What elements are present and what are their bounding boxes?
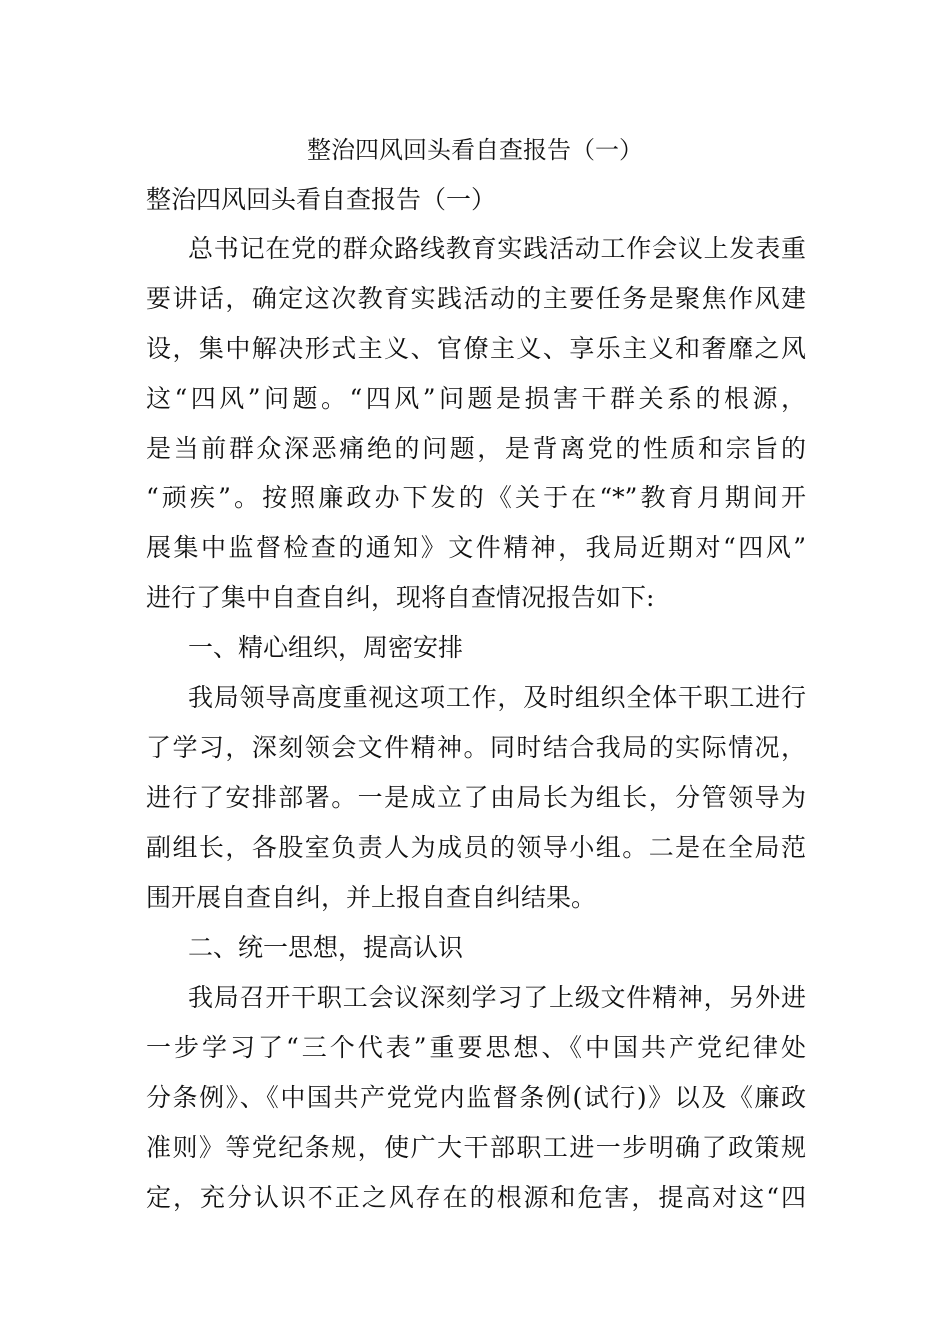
paragraph-line: 要讲话，确定这次教育实践活动的主要任务是聚焦作风建 [146,284,806,313]
paragraph-line: 这“四风”问题。“四风”问题是损害干群关系的根源， [146,384,806,413]
section-heading: 一、精心组织，周密安排 [188,633,464,662]
paragraph-line: 我局领导高度重视这项工作，及时组织全体干职工进行 [188,683,806,712]
paragraph-line: 定，充分认识不正之风存在的根源和危害，提高对这“四 [146,1183,806,1212]
paragraph-line: 总书记在党的群众路线教育实践活动工作会议上发表重 [188,234,806,263]
document-title: 整治四风回头看自查报告（一） [307,136,643,164]
paragraph-line: 一步学习了“三个代表”重要思想、《中国共产党纪律处 [146,1033,806,1062]
paragraph-line: 分条例》、《中国共产党党内监督条例(试行)》以及《廉政 [146,1083,806,1112]
section-heading: 二、统一思想，提高认识 [188,933,464,962]
paragraph-line: 展集中监督检查的通知》文件精神，我局近期对“四风” [146,533,806,562]
paragraph-line: 进行了安排部署。一是成立了由局长为组长，分管领导为 [146,783,806,812]
paragraph-line: 我局召开干职工会议深刻学习了上级文件精神，另外进 [188,983,806,1012]
subtitle-line: 整治四风回头看自查报告（一） [146,185,497,214]
paragraph-line: 进行了集中自查自纠，现将自查情况报告如下: [146,583,655,612]
paragraph-line: 设，集中解决形式主义、官僚主义、享乐主义和奢靡之风 [146,334,806,363]
paragraph-line: 副组长，各股室负责人为成员的领导小组。二是在全局范 [146,833,806,862]
paragraph-line: “顽疾”。按照廉政办下发的《关于在“*”教育月期间开 [146,483,806,512]
paragraph-line: 围开展自查自纠，并上报自查自纠结果。 [146,883,597,912]
paragraph-line: 准则》等党纪条规，使广大干部职工进一步明确了政策规 [146,1133,806,1162]
paragraph-line: 了学习，深刻领会文件精神。同时结合我局的实际情况， [146,733,806,762]
paragraph-line: 是当前群众深恶痛绝的问题，是背离党的性质和宗旨的 [146,434,806,463]
